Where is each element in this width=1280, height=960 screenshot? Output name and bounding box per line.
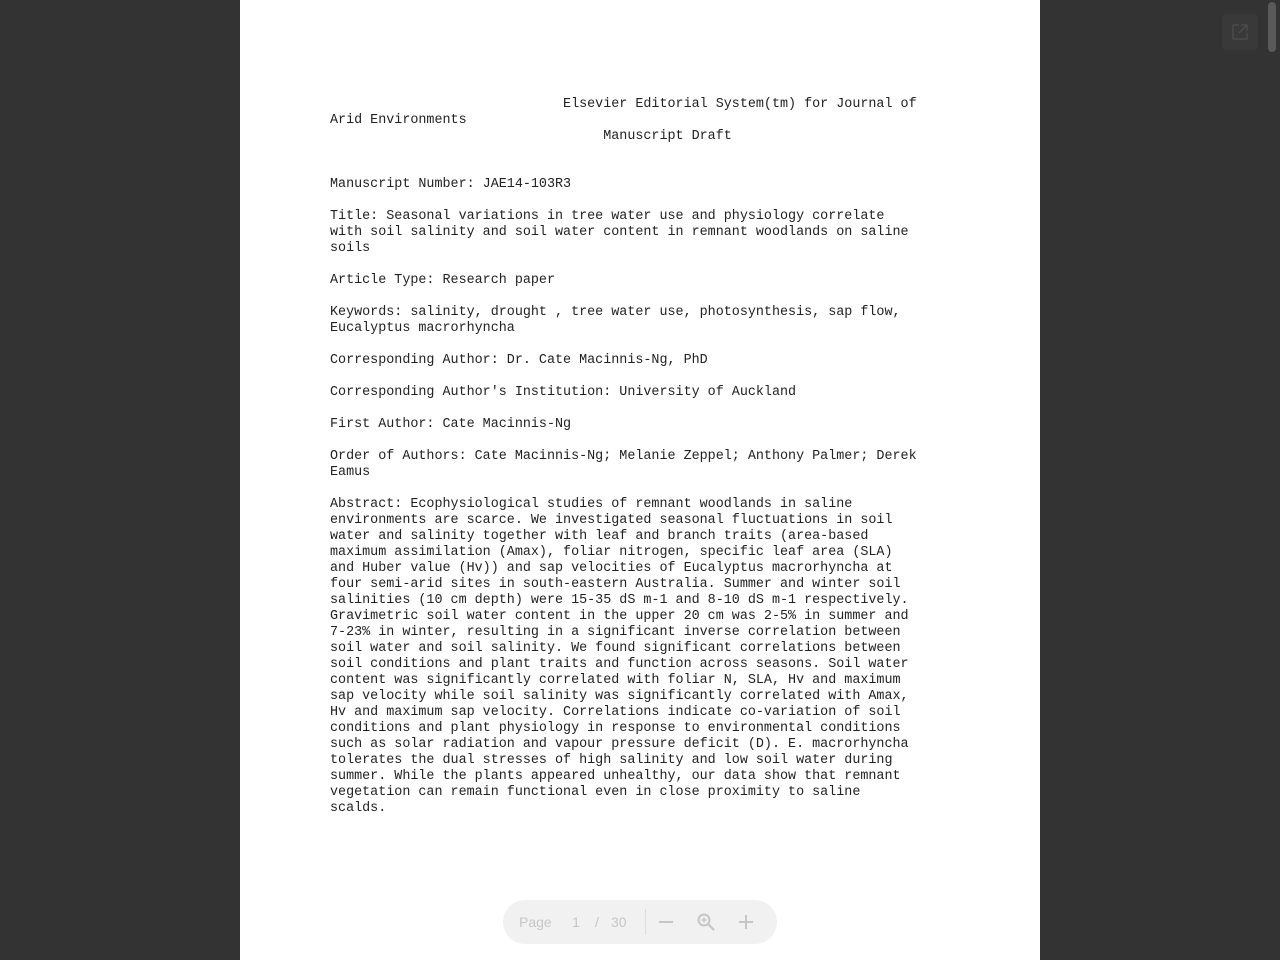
total-pages: 30 (611, 914, 627, 930)
document-line (330, 337, 970, 353)
document-line (330, 145, 970, 161)
document-line (330, 401, 970, 417)
document-line: Eucalyptus macrorhyncha (330, 321, 515, 336)
document-line: Eamus (330, 465, 371, 480)
document-line (330, 257, 970, 273)
document-line: Elsevier Editorial System(tm) for Journal of (330, 97, 917, 112)
document-line: sap velocity while soil salinity was significantly correlated with Amax, (330, 689, 909, 704)
document-line: soil water and soil salinity. We found significant correlations between (330, 641, 901, 656)
document-line: vegetation can remain functional even in close proximity to saline (330, 785, 861, 800)
document-line (330, 481, 970, 497)
document-line: and Huber value (Hv)) and sap velocities of Eucalyptus macrorhyncha at (330, 561, 893, 576)
page-toolbar (503, 900, 777, 944)
document-line: Title: Seasonal variations in tree water use and physiology correlate (330, 209, 885, 224)
zoom-in-button[interactable] (726, 902, 766, 942)
document-line (330, 369, 970, 385)
document-line: Manuscript Draft (330, 129, 732, 144)
document-line: 7-23% in winter, resulting in a significant inverse correlation between (330, 625, 901, 640)
document-line: First Author: Cate Macinnis-Ng (330, 417, 572, 432)
document-line: with soil salinity and soil water content in remnant woodlands on saline (330, 225, 909, 240)
document-line: maximum assimilation (Amax), foliar nitrogen, specific leaf area (SLA) (330, 545, 893, 560)
document-line: soils (330, 241, 371, 256)
vertical-scrollbar[interactable] (1268, 2, 1276, 52)
document-line: salinities (10 cm depth) were 15-35 dS m-1 and 8-10 dS m-1 respectively. (330, 593, 909, 608)
document-line: Order of Authors: Cate Macinnis-Ng; Melanie Zeppel; Anthony Palmer; Derek (330, 449, 917, 464)
current-page-input[interactable]: 1 (572, 914, 580, 930)
document-line: content was significantly correlated with foliar N, SLA, Hv and maximum (330, 673, 901, 688)
document-text (330, 97, 970, 817)
document-line: Arid Environments (330, 113, 467, 128)
pdf-page (240, 0, 1040, 960)
document-line: such as solar radiation and vapour pressure deficit (D). E. macrorhyncha (330, 737, 909, 752)
document-line: water and salinity together with leaf and branch traits (area-based (330, 529, 869, 544)
document-line: conditions and plant physiology in response to environmental conditions (330, 721, 901, 736)
document-line: Corresponding Author: Dr. Cate Macinnis-Ng, PhD (330, 353, 708, 368)
magnifier-icon (696, 912, 716, 932)
minus-icon (657, 913, 675, 931)
document-line: Corresponding Author's Institution: University of Auckland (330, 385, 797, 400)
document-line: Hv and maximum sap velocity. Correlations indicate co-variation of soil (330, 705, 901, 720)
document-line: Article Type: Research paper (330, 273, 555, 288)
page-separator: / (595, 914, 599, 930)
document-line: tolerates the dual stresses of high salinity and low soil water during (330, 753, 893, 768)
page-label: Page (519, 914, 552, 930)
document-line: summer. While the plants appeared unhealthy, our data show that remnant (330, 769, 901, 784)
plus-icon (737, 913, 755, 931)
document-line: Manuscript Number: JAE14-103R3 (330, 177, 572, 192)
open-external-button[interactable] (1222, 14, 1258, 50)
document-line: Abstract: Ecophysiological studies of remnant woodlands in saline (330, 497, 853, 512)
document-line: environments are scarce. We investigated seasonal fluctuations in soil (330, 513, 893, 528)
zoom-out-button[interactable] (646, 902, 686, 942)
open-in-new-icon (1230, 22, 1250, 42)
document-line (330, 289, 970, 305)
document-line: Keywords: salinity, drought , tree water use, photosynthesis, sap flow, (330, 305, 901, 320)
document-line (330, 433, 970, 449)
document-line (330, 161, 970, 177)
document-line (330, 193, 970, 209)
document-line: soil conditions and plant traits and function across seasons. Soil water (330, 657, 909, 672)
document-line: scalds. (330, 801, 387, 816)
zoom-fit-button[interactable] (686, 902, 726, 942)
document-line: Gravimetric soil water content in the upper 20 cm was 2-5% in summer and (330, 609, 909, 624)
document-line: four semi-arid sites in south-eastern Australia. Summer and winter soil (330, 577, 901, 592)
